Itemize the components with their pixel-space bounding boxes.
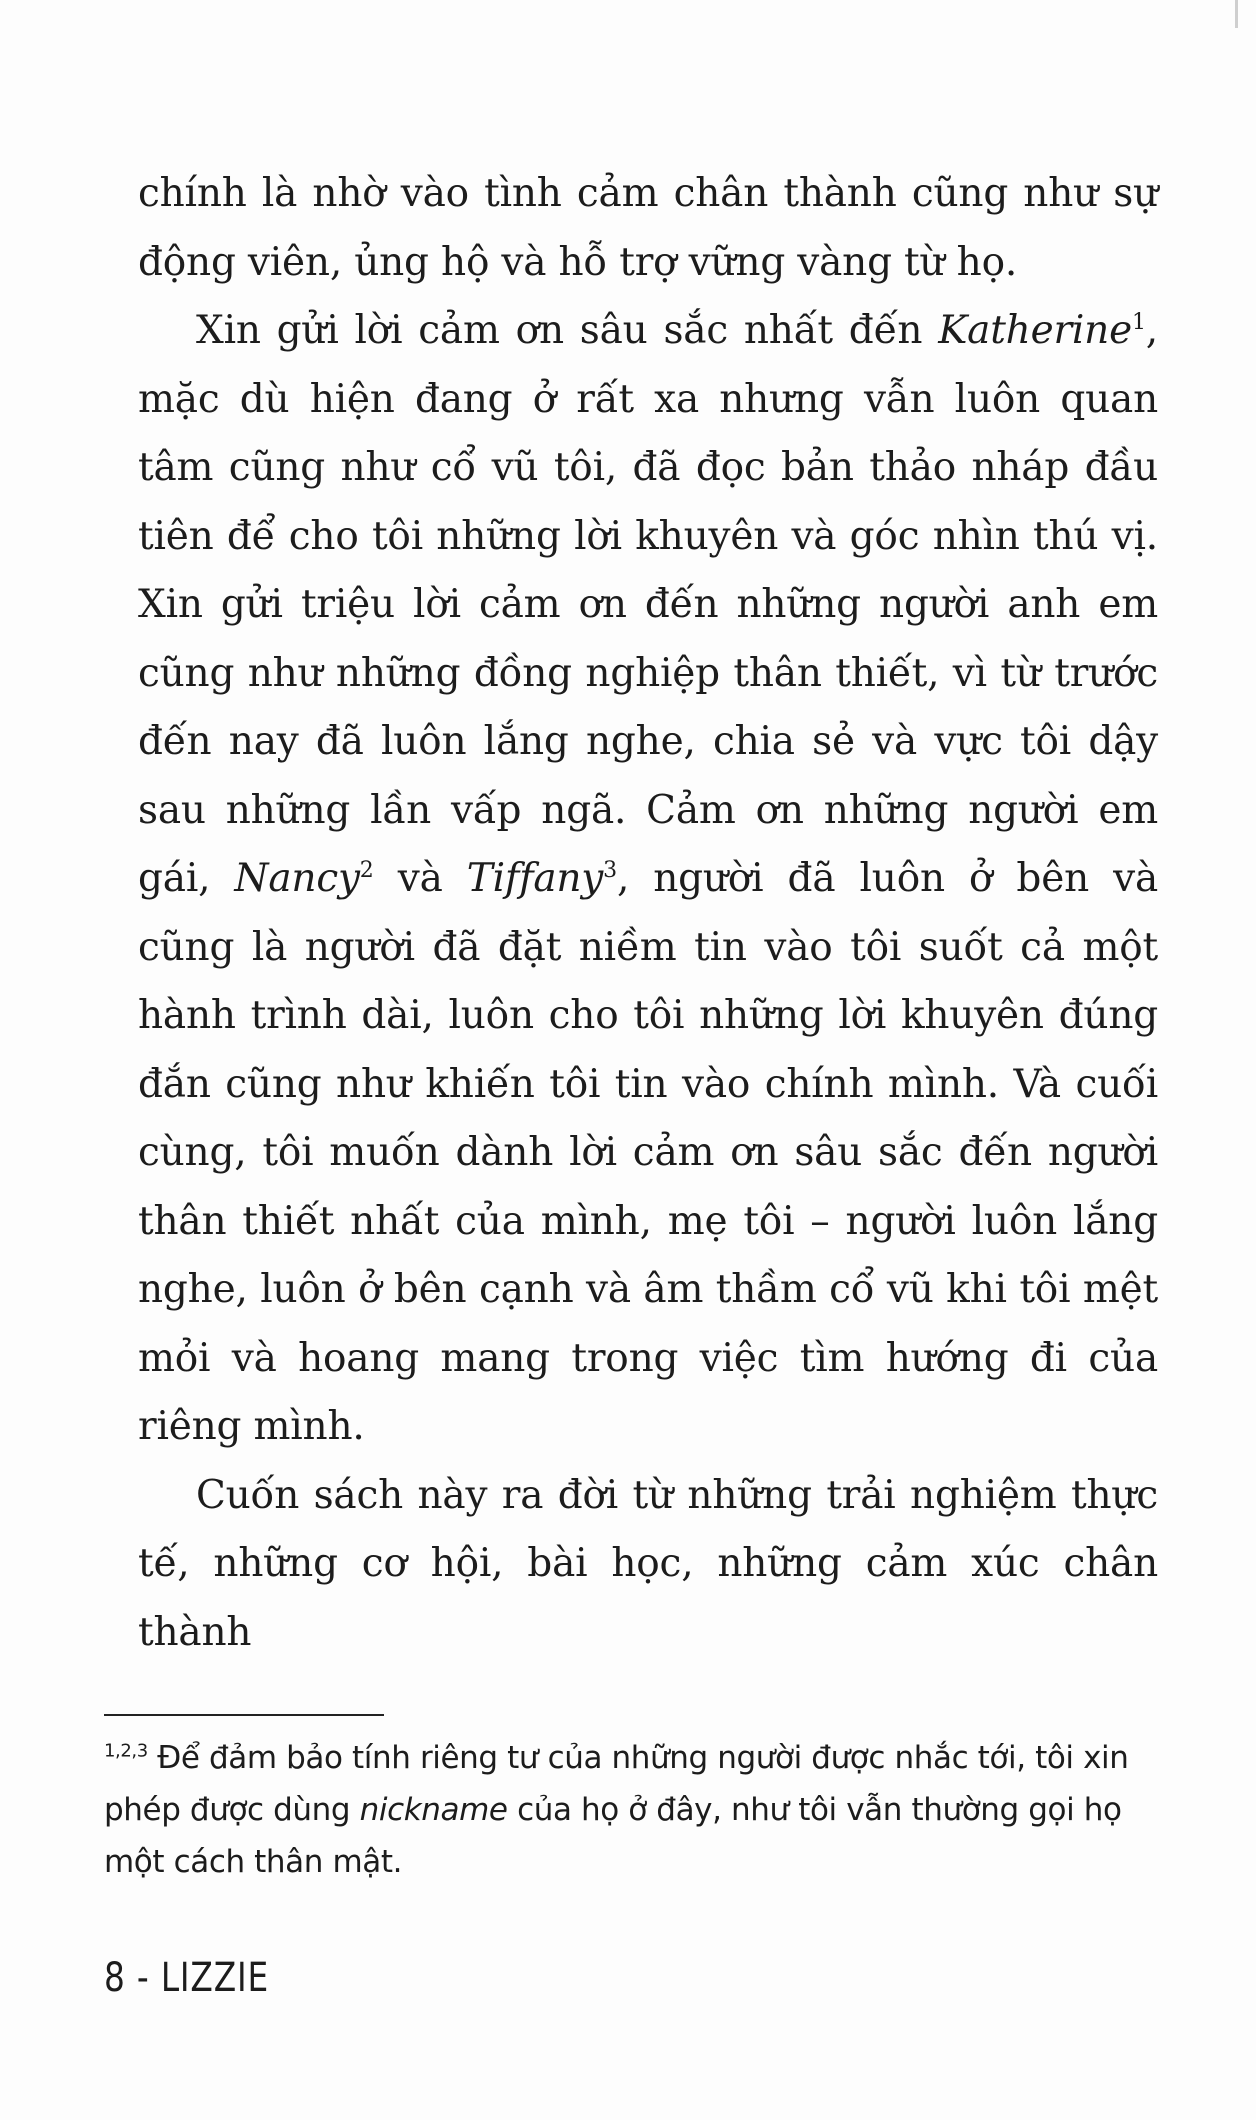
paragraph-text: , người đã luôn ở bên và cũng là người đã đặt niềm tin vào tôi suốt cả một hành trình dài, luôn cho tôi những lời khuyên đúng đắn cũng như khiến tôi tin vào chính mình. Và cuối cùng, tôi muốn dành lời cảm ơn sâu sắc đến người thân thiết nhất của mình, mẹ tôi – người luôn lắng nghe, luôn ở bên cạnh và âm thầm cổ vũ khi tôi mệt mỏi và hoang mang trong việc tìm hướng đi của riêng mình. xyxy=(138,856,1159,1449)
footnote-divider xyxy=(104,1714,384,1716)
footnote-ref-1[interactable]: 1 xyxy=(1131,310,1146,335)
page-number-footer: 8 - LIZZIE xyxy=(104,1955,270,2001)
name-nancy: Nancy xyxy=(234,856,360,901)
footnote xyxy=(104,1732,1164,1888)
paragraph-text: Xin gửi lời cảm ơn sâu sắc nhất đến xyxy=(196,308,939,353)
name-tiffany: Tiffany xyxy=(466,856,604,901)
footnote-text: của họ ở đây, như tôi vẫn thường gọi họ một cách thân mật. xyxy=(104,1792,1122,1880)
footnote-ref-3[interactable]: 3 xyxy=(603,858,617,883)
paragraph-continued: chính là nhờ vào tình cảm chân thành cũng như sự động viên, ủng hộ và hỗ trợ vững vàng từ họ. xyxy=(138,171,1158,285)
footnote-marker: 1,2,3 xyxy=(104,1740,148,1762)
paragraph-text: , mặc dù hiện đang ở rất xa nhưng vẫn luôn quan tâm cũng như cổ vũ tôi, đã đọc bản thảo nháp đầu tiên để cho tôi những lời khuyên và góc nhìn thú vị. Xin gửi triệu lời cảm ơn đến những người anh em cũng như những đồng nghiệp thân thiết, vì từ trước đến nay đã luôn lắng nghe, chia sẻ và vực tôi dậy sau những lần vấp ngã. Cảm ơn những người em gái, xyxy=(138,308,1158,901)
footnote-nickname: nickname xyxy=(359,1792,508,1828)
paragraph-text: và xyxy=(373,856,467,901)
footnote-ref-2[interactable]: 2 xyxy=(359,858,374,883)
name-katherine: Katherine xyxy=(938,308,1132,353)
paragraph-acknowledgements xyxy=(138,297,1158,1462)
page-edge-mark xyxy=(1235,0,1238,28)
paragraph-book-origin: Cuốn sách này ra đời từ những trải nghiệm thực tế, những cơ hội, bài học, những cảm xúc chân thành xyxy=(138,1472,1158,1655)
footnote-text: Để đảm bảo tính riêng tư của những người được nhắc tới, tôi xin phép được dùng xyxy=(104,1740,1129,1828)
body-text xyxy=(138,160,1158,1667)
